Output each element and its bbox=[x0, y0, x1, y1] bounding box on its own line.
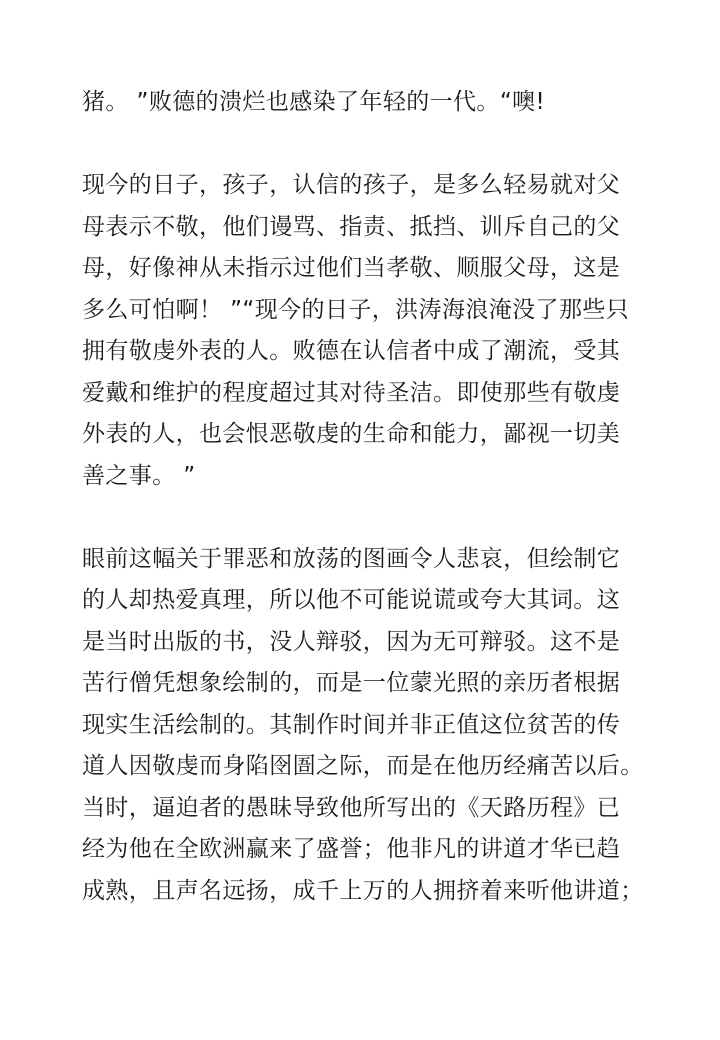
text-line: 当时，逼迫者的愚昧导致他所写出的《天路历程》已 bbox=[82, 794, 621, 821]
text-line: 苦行僧凭想象绘制的，而是一位蒙光照的亲历者根据 bbox=[82, 670, 621, 696]
paragraph-gap bbox=[82, 124, 662, 166]
text-line: 多么可怕啊！ ”“现今的日子，洪涛海浪淹没了那些只 bbox=[82, 296, 630, 323]
paragraph-3 bbox=[82, 539, 662, 913]
text-line: 经为他在全欧洲赢来了盛誉；他非凡的讲道才华已趋 bbox=[82, 836, 621, 862]
document-page bbox=[82, 82, 662, 912]
text-line: 善之事。 ” bbox=[82, 462, 196, 489]
text-line: 外表的人，也会恨恶敬虔的生命和能力，鄙视一切美 bbox=[82, 421, 621, 447]
text-line: 眼前这幅关于罪恶和放荡的图画令人悲哀，但绘制它 bbox=[82, 545, 621, 572]
text-line: 道人因敬虔而身陷囹圄之际，而是在他历经痛苦以后。 bbox=[82, 753, 644, 779]
text-line: 是当时出版的书，没人辩驳，因为无可辩驳。这不是 bbox=[82, 628, 621, 655]
paragraph-gap bbox=[82, 497, 662, 539]
paragraph-1 bbox=[82, 82, 662, 124]
text-line: 母，好像神从未指示过他们当孝敬、顺服父母，这是 bbox=[82, 255, 621, 281]
text-line: 现今的日子，孩子，认信的孩子，是多么轻易就对父 bbox=[82, 172, 621, 198]
text-line: 母表示不敬，他们谩骂、指责、抵挡、训斥自己的父 bbox=[82, 213, 621, 240]
text-line: 现实生活绘制的。其制作时间并非正值这位贫苦的传 bbox=[82, 711, 621, 738]
text-line: 拥有敬虔外表的人。败德在认信者中成了潮流，受其 bbox=[82, 338, 621, 364]
text-line: 猪。 ”败德的溃烂也感染了年轻的一代。“噢! bbox=[82, 89, 546, 115]
text-line: 爱戴和维护的程度超过其对待圣洁。即使那些有敬虔 bbox=[82, 379, 621, 406]
text-line: 的人却热爱真理，所以他不可能说谎或夸大其词。这 bbox=[82, 587, 621, 613]
paragraph-2 bbox=[82, 165, 662, 497]
text-line: 成熟，且声名远扬，成千上万的人拥挤着来听他讲道； bbox=[82, 877, 644, 904]
